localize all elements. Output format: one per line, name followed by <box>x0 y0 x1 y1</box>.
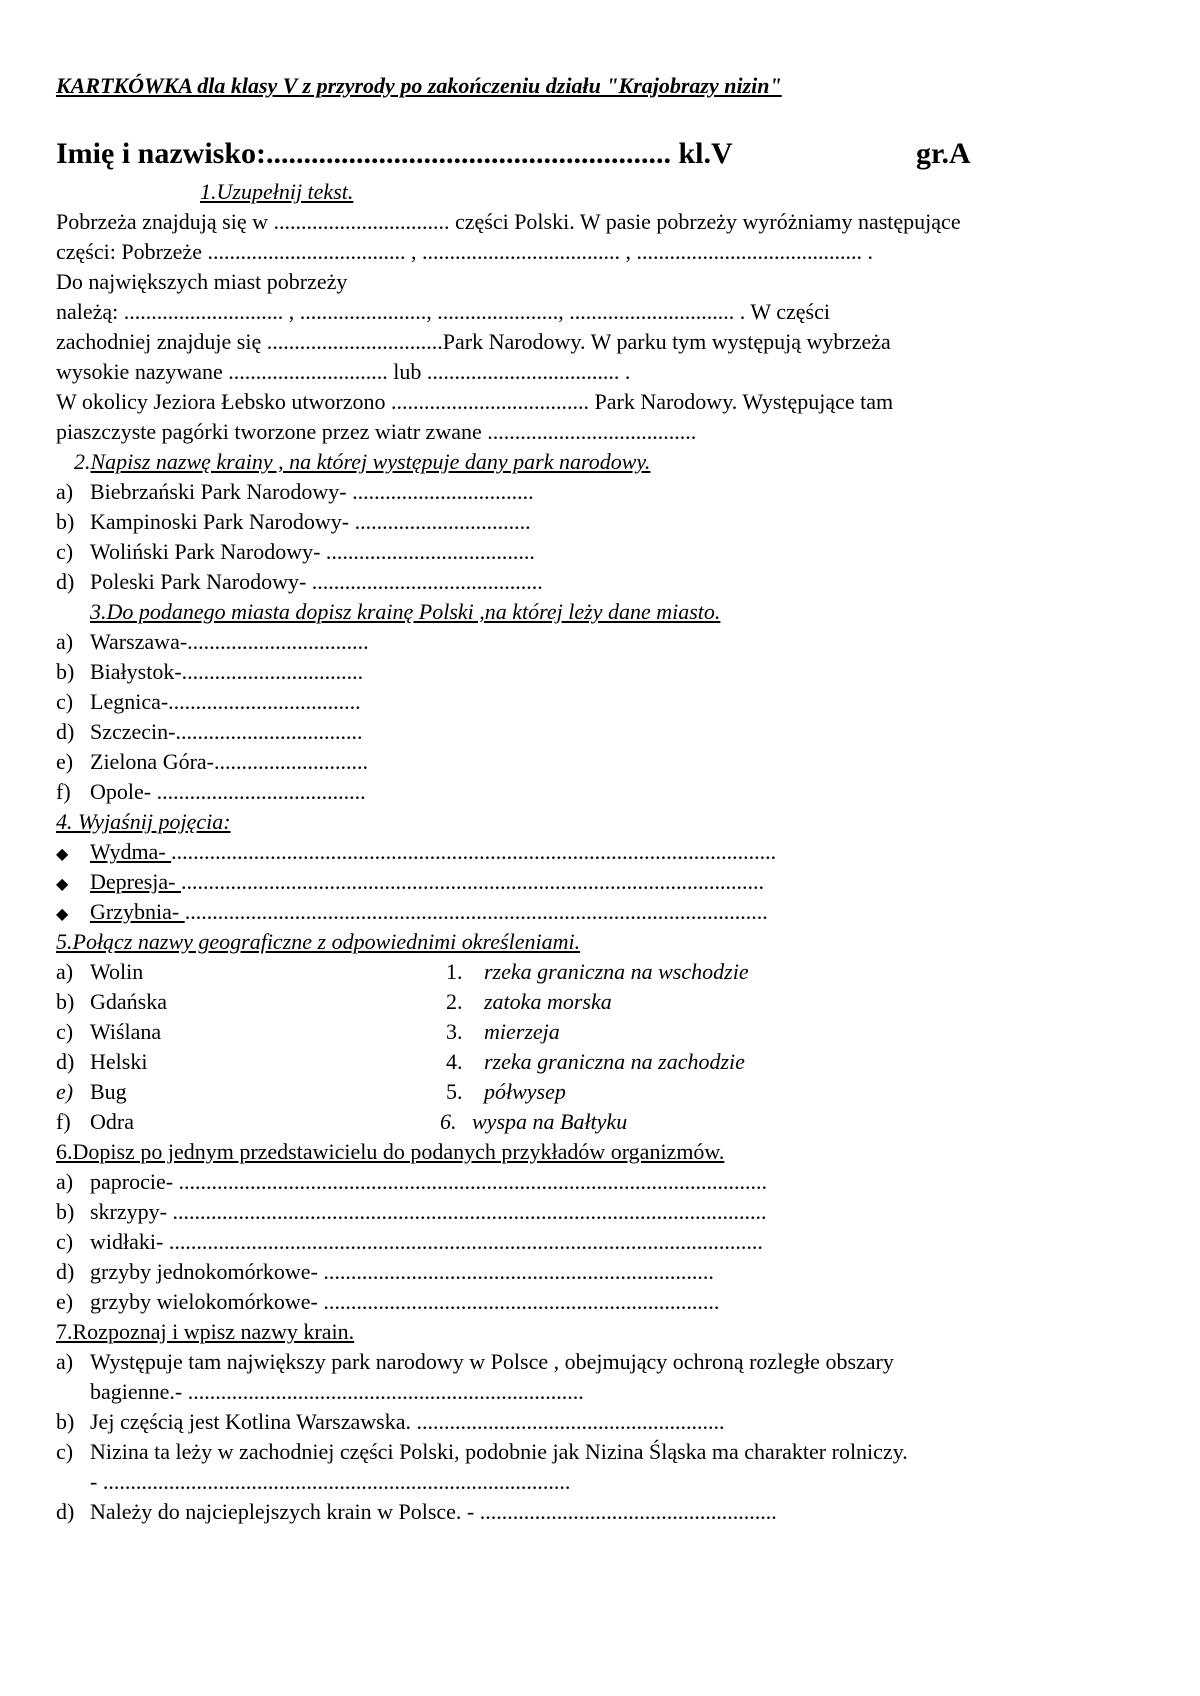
diamond-bullet-icon: ◆ <box>56 876 69 893</box>
task7-item-answer[interactable]: - ..................................................................................... <box>90 1469 571 1494</box>
task2-item[interactable]: b) Kampinoski Park Narodowy- ................................ <box>56 509 531 534</box>
task7-item[interactable]: d) Należy do najcieplejszych krain w Polsce. - ...................................................... <box>56 1499 777 1524</box>
task6-item[interactable]: b) skrzypy- ............................................................................................................ <box>56 1199 767 1224</box>
task3-heading: 3.Do podanego miasta dopisz krainę Polski ,na której leży dane miasto. <box>90 599 721 624</box>
task5-row: f) Odra 6. wyspa na Bałtyku <box>56 1109 628 1134</box>
task1-heading: 1.Uzupełnij tekst. <box>200 179 354 204</box>
task3-item[interactable]: c) Legnica-................................... <box>56 689 361 714</box>
task1-line-3: Do największych miast pobrzeży <box>56 269 348 294</box>
task5-row: b) Gdańska 2. zatoka morska <box>56 989 612 1014</box>
task7-item[interactable]: b) Jej częścią jest Kotlina Warszawska. ........................................................ <box>56 1409 725 1434</box>
task1-line-5[interactable]: zachodniej znajduje się ................................Park Narodowy. W parku tym występują wybrzeża <box>56 329 891 354</box>
task4-heading: 4. Wyjaśnij pojęcia: <box>56 809 231 834</box>
task5-row: a) Wolin 1. rzeka graniczna na wschodzie <box>56 959 749 984</box>
task7-item-answer[interactable]: bagienne.- ........................................................................ <box>90 1379 584 1404</box>
group-label: gr.A <box>916 137 971 170</box>
task4-item[interactable]: ◆ Wydma- .............................................................................................................. <box>56 838 776 869</box>
task3-item[interactable]: f) Opole- ...................................... <box>56 779 366 804</box>
task1-line-8[interactable]: piaszczyste pagórki tworzone przez wiatr zwane ...................................... <box>56 419 697 444</box>
task2-heading <box>74 448 650 476</box>
task2-number: 2. <box>74 449 91 474</box>
task5-row: d) Helski 4. rzeka graniczna na zachodzie <box>56 1049 745 1074</box>
worksheet-title: KARTKÓWKA dla klasy V z przyrody po zakończeniu działu "Krajobrazy nizin" <box>56 73 782 98</box>
task2-item[interactable]: c) Woliński Park Narodowy- ...................................... <box>56 539 535 564</box>
diamond-bullet-icon: ◆ <box>56 906 69 923</box>
task1-line-7[interactable]: W okolicy Jeziora Łebsko utworzono .................................... Park Narodowy. Występujące tam <box>56 389 894 414</box>
task5-right-option[interactable]: 5. półwysep <box>446 1079 566 1104</box>
task5-right-option[interactable]: 2. zatoka morska <box>446 989 612 1014</box>
task3-item[interactable]: b) Białystok-................................. <box>56 659 364 684</box>
task2-heading-text: Napisz nazwę krainy , na której występuje dany park narodowy. <box>90 449 651 474</box>
task4-item[interactable]: ◆ Grzybnia- .......................................................................................................... <box>56 898 768 929</box>
task7-item: a) Występuje tam największy park narodowy w Polsce , obejmujący ochroną rozległe obszary <box>56 1349 894 1374</box>
task6-item[interactable]: c) widłaki- ............................................................................................................ <box>56 1229 763 1254</box>
task1-line-2[interactable]: części: Pobrzeże .................................... , .................................... , ......................................... . <box>56 239 873 264</box>
task5-left-term[interactable]: Bug <box>90 1079 127 1104</box>
task6-item[interactable]: d) grzyby jednokomórkowe- ....................................................................... <box>56 1259 714 1284</box>
task2-item[interactable]: d) Poleski Park Narodowy- .......................................... <box>56 569 543 594</box>
task5-left-term[interactable]: Wolin <box>90 959 144 984</box>
diamond-bullet-icon: ◆ <box>56 846 69 863</box>
task5-left-term[interactable]: Gdańska <box>90 989 167 1014</box>
task3-item[interactable]: a) Warszawa-................................. <box>56 629 369 654</box>
task4-item[interactable]: ◆ Depresja- .......................................................................................................... <box>56 868 764 899</box>
task1-line-4[interactable]: należą: ............................. , ......................., ......................, .............................. . W części <box>56 299 830 324</box>
task5-left-term[interactable]: Odra <box>90 1109 134 1134</box>
task6-item[interactable]: e) grzyby wielokomórkowe- ........................................................................ <box>56 1289 720 1314</box>
task7-item: c) Nizina ta leży w zachodniej części Polski, podobnie jak Nizina Śląska ma charakter rolniczy. <box>56 1439 908 1464</box>
task5-left-term[interactable]: Helski <box>90 1049 148 1074</box>
task5-left-term[interactable]: Wiślana <box>90 1019 162 1044</box>
task2-item[interactable]: a) Biebrzański Park Narodowy- ................................. <box>56 479 534 504</box>
task5-right-option[interactable]: 1. rzeka graniczna na wschodzie <box>446 959 749 984</box>
task5-right-option[interactable]: 3. mierzeja <box>446 1019 560 1044</box>
task3-item[interactable]: d) Szczecin-.................................. <box>56 719 363 744</box>
task5-right-option[interactable]: 6. wyspa na Bałtyku <box>440 1109 628 1134</box>
task5-right-option[interactable]: 4. rzeka graniczna na zachodzie <box>446 1049 745 1074</box>
task6-item[interactable]: a) paprocie- ........................................................................................................... <box>56 1169 768 1194</box>
task5-row: e) Bug 5. półwysep <box>56 1079 566 1104</box>
task5-row: c) Wiślana 3. mierzeja <box>56 1019 560 1044</box>
task1-line-6[interactable]: wysokie nazywane ............................. lub ................................... . <box>56 359 631 384</box>
task7-heading: 7.Rozpoznaj i wpisz nazwy krain. <box>56 1319 355 1344</box>
name-and-class-field[interactable]: Imię i nazwisko:...................................................... kl.V <box>56 137 733 170</box>
task6-heading: 6.Dopisz po jednym przedstawicielu do podanych przykładów organizmów. <box>56 1139 725 1164</box>
task1-line-1[interactable]: Pobrzeża znajdują się w ................................ części Polski. W pasie pobrzeży wyróżniamy następujące <box>56 209 961 234</box>
task3-item[interactable]: e) Zielona Góra-............................ <box>56 749 368 774</box>
task5-heading: 5.Połącz nazwy geograficzne z odpowiednimi określeniami. <box>56 929 581 954</box>
